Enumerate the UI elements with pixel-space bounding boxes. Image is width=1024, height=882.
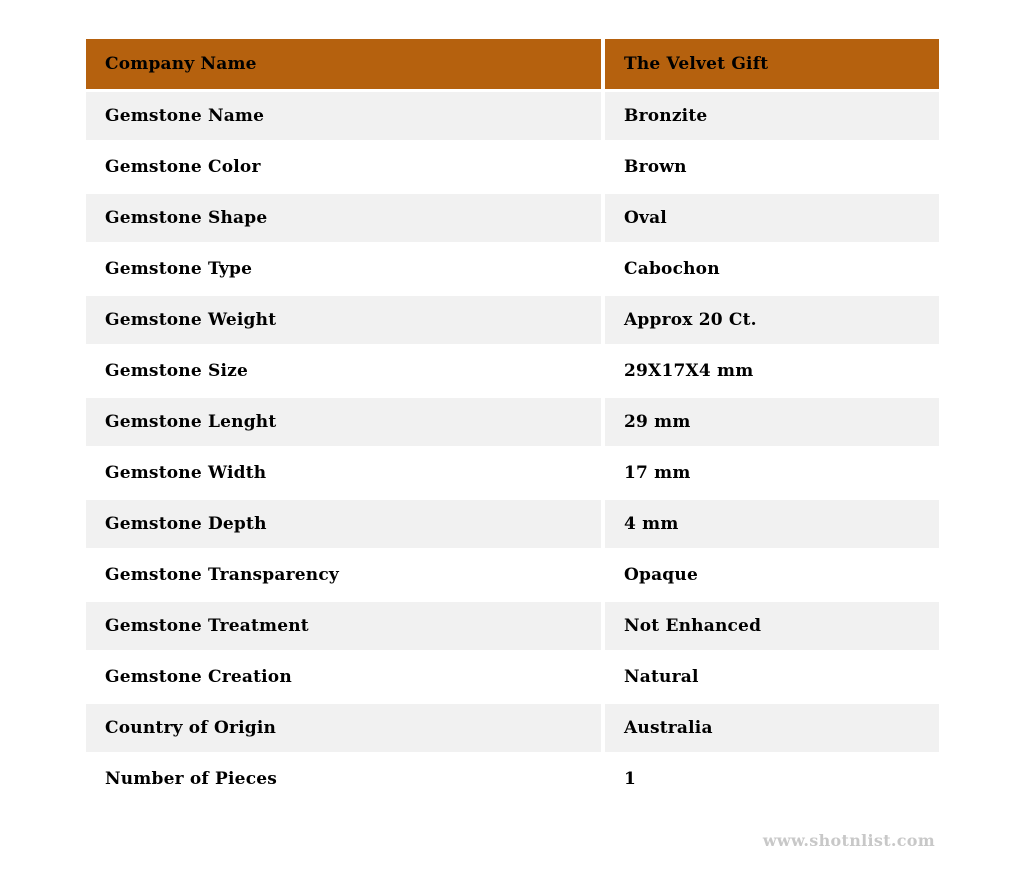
row-value-cell: Oval [605,194,939,242]
table-row [86,449,939,497]
row-value-cell: 29X17X4 mm [605,347,939,395]
row-value-cell: 17 mm [605,449,939,497]
row-value-cell: 29 mm [605,398,939,446]
row-label-cell: Gemstone Creation [86,653,601,701]
row-value-cell: Bronzite [605,92,939,140]
row-value-cell: Not Enhanced [605,602,939,650]
row-label-cell: Gemstone Treatment [86,602,601,650]
company-name-value-cell: The Velvet Gift [605,39,939,89]
gemstone-spec-table [86,39,939,803]
row-value-cell: 4 mm [605,500,939,548]
row-value-cell: Brown [605,143,939,191]
row-label-cell: Gemstone Weight [86,296,601,344]
table-row [86,296,939,344]
watermark-text: www.shotnlist.com [762,831,935,850]
table-header-row [86,39,939,89]
table-row [86,755,939,803]
row-label-cell: Gemstone Type [86,245,601,293]
table-row [86,398,939,446]
table-row [86,500,939,548]
row-value-cell: 1 [605,755,939,803]
row-label-cell: Gemstone Transparency [86,551,601,599]
row-label-cell: Gemstone Depth [86,500,601,548]
company-name-header-cell: Company Name [86,39,601,89]
table-row [86,143,939,191]
table-row [86,704,939,752]
row-value-cell: Natural [605,653,939,701]
row-value-cell: Australia [605,704,939,752]
table-row [86,602,939,650]
table-row [86,551,939,599]
row-value-cell: Cabochon [605,245,939,293]
row-label-cell: Gemstone Lenght [86,398,601,446]
table-row [86,194,939,242]
row-label-cell: Gemstone Size [86,347,601,395]
row-label-cell: Number of Pieces [86,755,601,803]
table-row [86,347,939,395]
row-label-cell: Country of Origin [86,704,601,752]
row-value-cell: Opaque [605,551,939,599]
row-label-cell: Gemstone Width [86,449,601,497]
row-label-cell: Gemstone Shape [86,194,601,242]
table-row [86,653,939,701]
table-row [86,92,939,140]
row-label-cell: Gemstone Color [86,143,601,191]
table-row [86,245,939,293]
row-label-cell: Gemstone Name [86,92,601,140]
row-value-cell: Approx 20 Ct. [605,296,939,344]
